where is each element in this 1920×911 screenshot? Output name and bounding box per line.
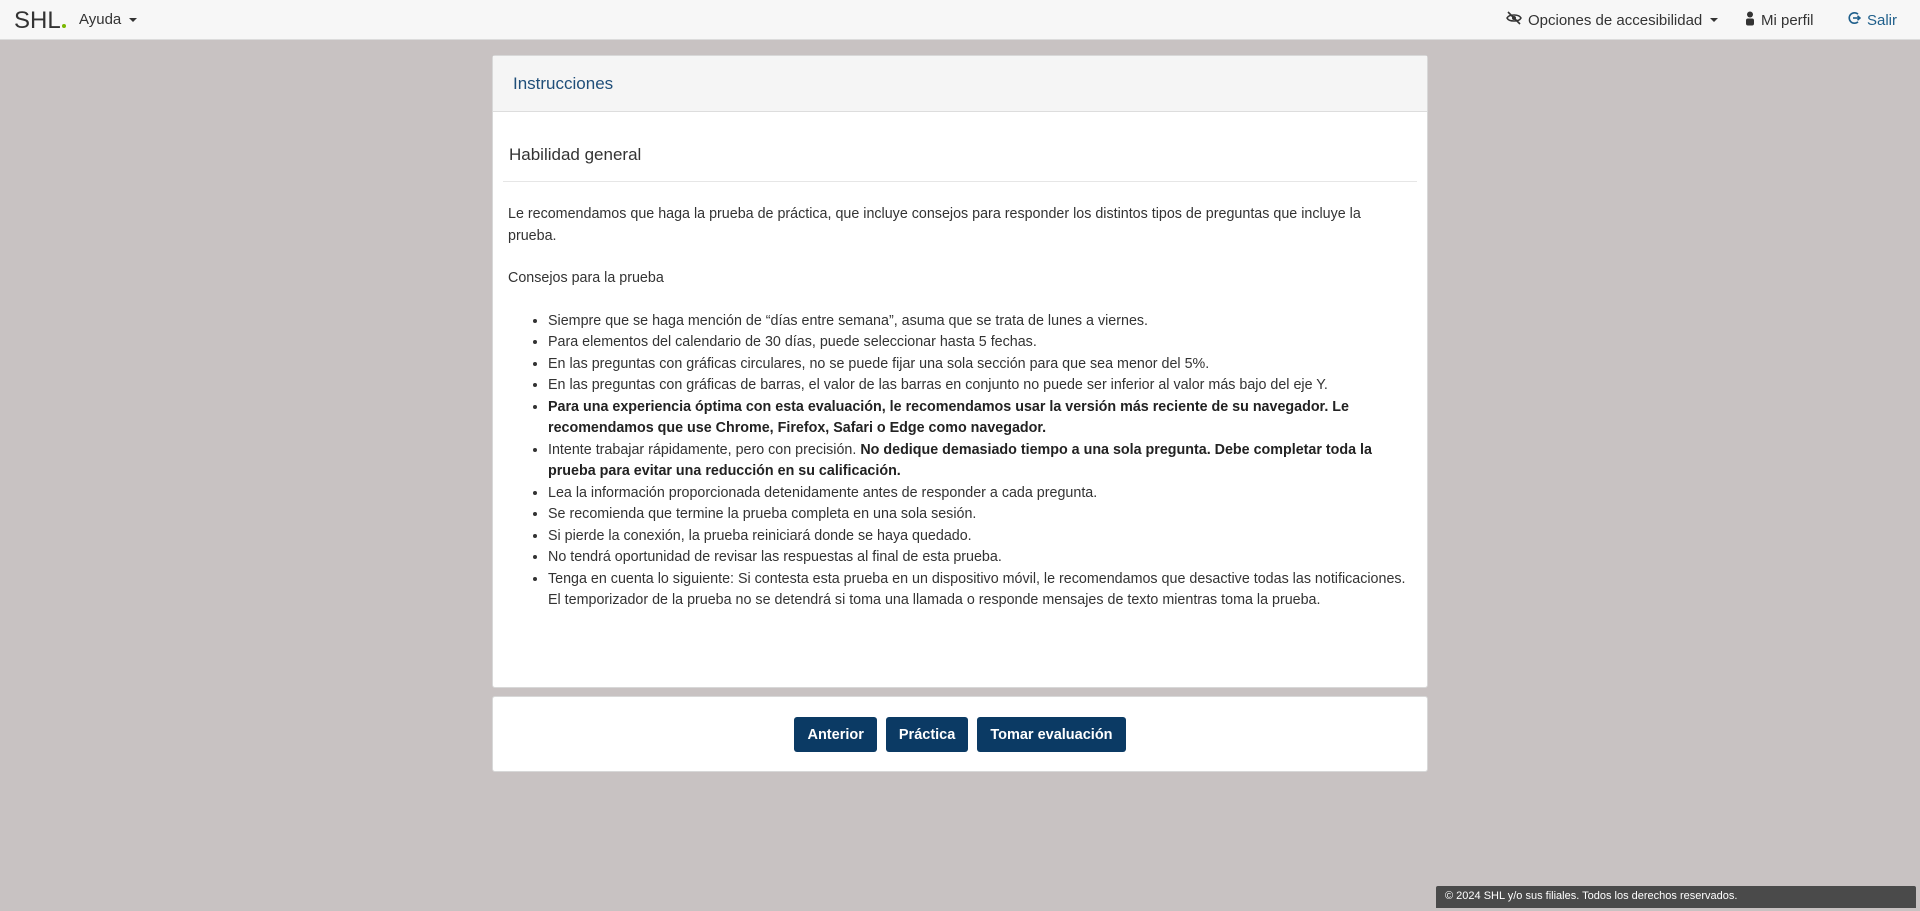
- chevron-down-icon: [129, 18, 137, 22]
- help-menu[interactable]: [79, 11, 137, 28]
- list-item: [548, 397, 1412, 440]
- tips-title: Consejos para la prueba: [508, 270, 664, 286]
- list-item: • Para elementos del calendario de 30 días, puede seleccionar hasta 5 fechas.: [548, 332, 1412, 354]
- instructions-panel: [492, 55, 1428, 688]
- list-item: • Se recomienda que termine la prueba completa en una sola sesión.: [548, 504, 1412, 526]
- list-item: • Tenga en cuenta lo siguiente: Si contesta esta prueba en un dispositivo móvil, le recomendamos que desactive todas las notificaciones. El temporizador de la prueba no se detendrá si toma una llamada o responde mensajes de texto mientras toma la prueba.: [548, 569, 1412, 612]
- bold-tip: No dedique demasiado tiempo a una sola pregunta. Debe completar toda la prueba para evitar una reducción en su calificación.: [548, 441, 1372, 479]
- user-icon: [1745, 11, 1755, 30]
- eye-slash-icon: [1506, 11, 1522, 29]
- help-menu-label: Ayuda: [79, 11, 122, 28]
- instructions-panel-heading: [493, 56, 1427, 112]
- tip-text: Intente trabajar rápidamente, pero con precisión.: [548, 441, 857, 458]
- copyright-footer: © 2024 SHL y/o sus filiales. Todos los derechos reservados.: [1436, 886, 1916, 908]
- action-buttons: [493, 717, 1427, 752]
- top-navbar: [0, 0, 1920, 40]
- list-item: • En las preguntas con gráficas de barras, el valor de las barras en conjunto no puede ser inferior al valor más bajo del eje Y.: [548, 375, 1412, 397]
- chevron-down-icon: [1710, 18, 1718, 22]
- actions-panel: [492, 696, 1428, 772]
- logo-text: SHL: [14, 7, 61, 34]
- logout-link-label: Salir: [1867, 11, 1898, 29]
- list-item: • Lea la información proporcionada detenidamente antes de responder a cada pregunta.: [548, 483, 1412, 505]
- accessibility-menu-label: Opciones de accesibilidad: [1528, 11, 1703, 29]
- profile-link-label: Mi perfil: [1761, 12, 1814, 29]
- bold-tip: Para una experiencia óptima con esta evaluación, le recomendamos usar la versión más reciente de su navegador. Le recomendamos que use Chrome, Firefox, Safari o Edge como navegador.: [548, 398, 1349, 436]
- list-item: • Si pierde la conexión, la prueba reiniciará donde se haya quedado.: [548, 526, 1412, 548]
- previous-button[interactable]: Anterior: [794, 717, 876, 752]
- tips-list: [508, 311, 1412, 612]
- shl-logo[interactable]: [14, 7, 66, 35]
- logout-link[interactable]: [1847, 11, 1897, 29]
- list-item: [548, 440, 1412, 483]
- profile-link[interactable]: [1745, 11, 1814, 30]
- instructions-body: [493, 182, 1427, 612]
- list-item: • En las preguntas con gráficas circulares, no se puede fijar una sola sección para que sea menor del 5%.: [548, 354, 1412, 376]
- power-icon: [1847, 11, 1861, 29]
- intro-paragraph: Le recomendamos que haga la prueba de práctica, que incluye consejos para responder los distintos tipos de preguntas que incluye la prueba.: [508, 206, 1361, 244]
- page-title: Instrucciones: [513, 74, 614, 93]
- section-title: Habilidad general: [503, 112, 1417, 182]
- list-item: • No tendrá oportunidad de revisar las respuestas al final de esta prueba.: [548, 547, 1412, 569]
- list-item: • Siempre que se haga mención de “días entre semana”, asuma que se trata de lunes a viernes.: [548, 311, 1412, 333]
- accessibility-menu[interactable]: [1506, 11, 1718, 29]
- practice-button[interactable]: Práctica: [886, 717, 968, 752]
- logo-dot: [62, 24, 66, 28]
- take-assessment-button[interactable]: Tomar evaluación: [977, 717, 1125, 752]
